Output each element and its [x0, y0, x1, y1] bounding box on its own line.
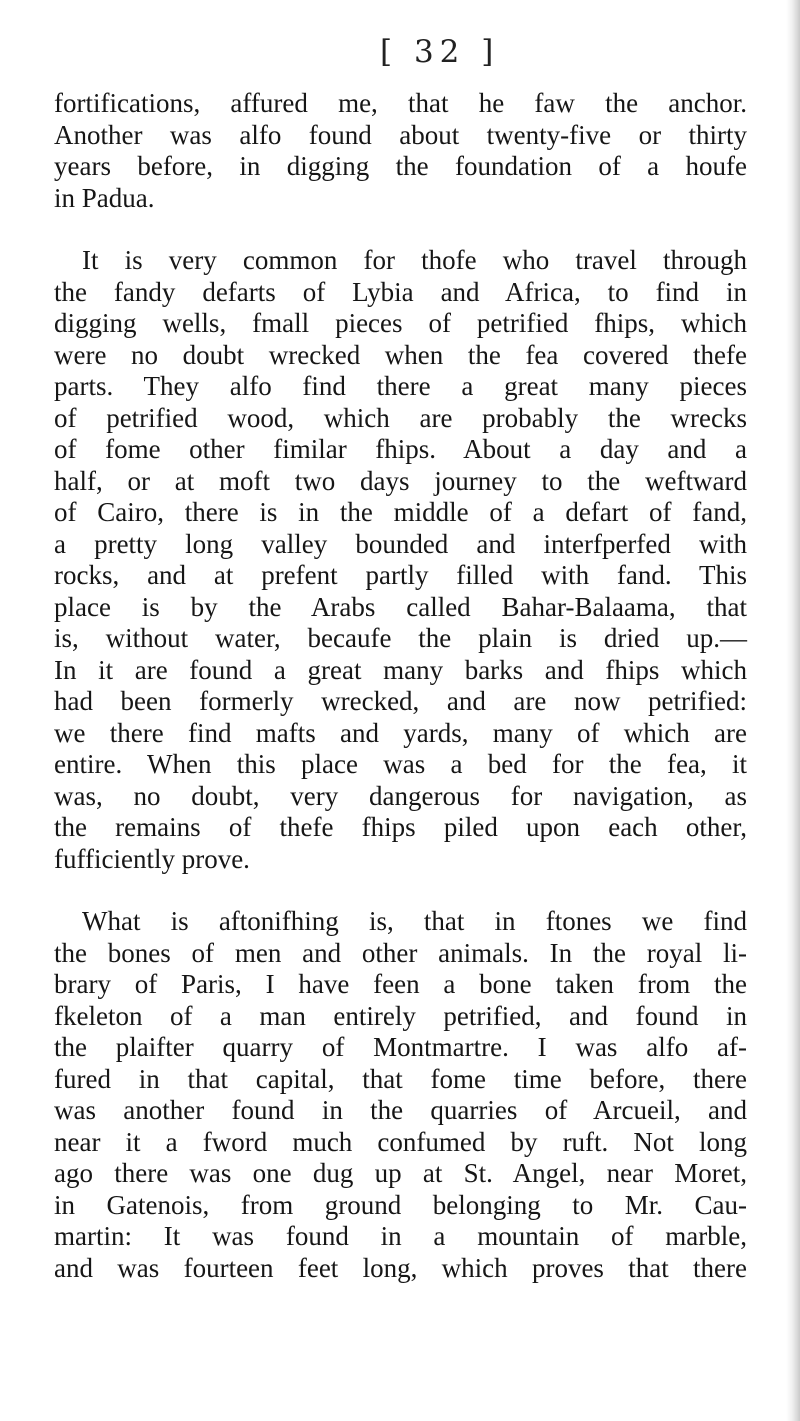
text-line: fkeleton of a man entirely petrified, and found in — [54, 1000, 747, 1031]
text-line: fufficiently prove. — [54, 843, 250, 874]
page-edge-shadow — [786, 0, 800, 1421]
text-line: had been formerly wrecked, and are now petrified: — [54, 686, 747, 716]
text-line: brary of Paris, I have feen a bone taken from the — [54, 969, 747, 999]
text-line: was another found in the quarries of Arcueil, and — [54, 1095, 747, 1125]
text-line: fured in that capital, that fome time before, there — [54, 1063, 747, 1094]
text-line: a pretty long valley bounded and interfperfed with — [54, 528, 747, 559]
body-text — [54, 88, 747, 1284]
text-line: was, no doubt, very dangerous for navigation, as — [54, 780, 747, 811]
text-line: Another was alfo found about twenty-five or thirty — [54, 119, 747, 150]
text-line: the bones of men and other animals. In the royal li- — [54, 937, 747, 968]
text-line: we there find mafts and yards, many of which are — [54, 717, 747, 748]
text-line: entire. When this place was a bed for the fea, it — [54, 749, 747, 779]
text-line: ago there was one dug up at St. Angel, near Moret, — [54, 1158, 747, 1188]
text-line: of petrified wood, which are probably the wrecks — [54, 402, 747, 433]
text-line: of fome other fimilar fhips. About a day and a — [54, 434, 747, 464]
text-line: the remains of thefe fhips piled upon each other, — [54, 812, 747, 842]
text-line: parts. They alfo find there a great many pieces — [54, 371, 747, 401]
text-line: In it are found a great many barks and fhips which — [54, 654, 747, 685]
text-line: is, without water, becaufe the plain is dried up.— — [54, 623, 747, 653]
text-line: digging wells, fmall pieces of petrified fhips, which — [54, 308, 747, 338]
text-line: rocks, and at prefent partly filled with fand. This — [54, 560, 747, 590]
text-line: of Cairo, there is in the middle of a defart of fand, — [54, 497, 747, 527]
text-line: It is very common for thofe who travel through — [82, 245, 747, 275]
text-line: the fandy defarts of Lybia and Africa, to find in — [54, 276, 747, 307]
text-line: were no doubt wrecked when the fea covered thefe — [54, 339, 747, 370]
text-line: in Padua. — [54, 182, 155, 213]
text-line: years before, in digging the foundation of a houfe — [54, 151, 747, 181]
text-line: half, or at moft two days journey to the weftward — [54, 465, 747, 496]
text-line: in Gatenois, from ground belonging to Mr. Cau- — [54, 1189, 747, 1220]
paragraph-2 — [54, 245, 747, 875]
paragraph-3 — [54, 906, 747, 1284]
text-line: What is aftonifhing is, that in ftones we find — [82, 906, 747, 936]
text-line: and was fourteen feet long, which proves that there — [54, 1252, 747, 1283]
text-line: the plaifter quarry of Montmartre. I was alfo af- — [54, 1032, 747, 1062]
paragraph-1 — [54, 88, 747, 214]
text-line: place is by the Arabs called Bahar-Balaama, that — [54, 591, 747, 622]
text-line: fortifications, affured me, that he faw the anchor. — [54, 88, 747, 118]
page-number-header: [ 32 ] — [380, 34, 500, 70]
text-line: near it a fword much confumed by ruft. Not long — [54, 1126, 747, 1157]
text-line: martin: It was found in a mountain of marble, — [54, 1221, 747, 1251]
